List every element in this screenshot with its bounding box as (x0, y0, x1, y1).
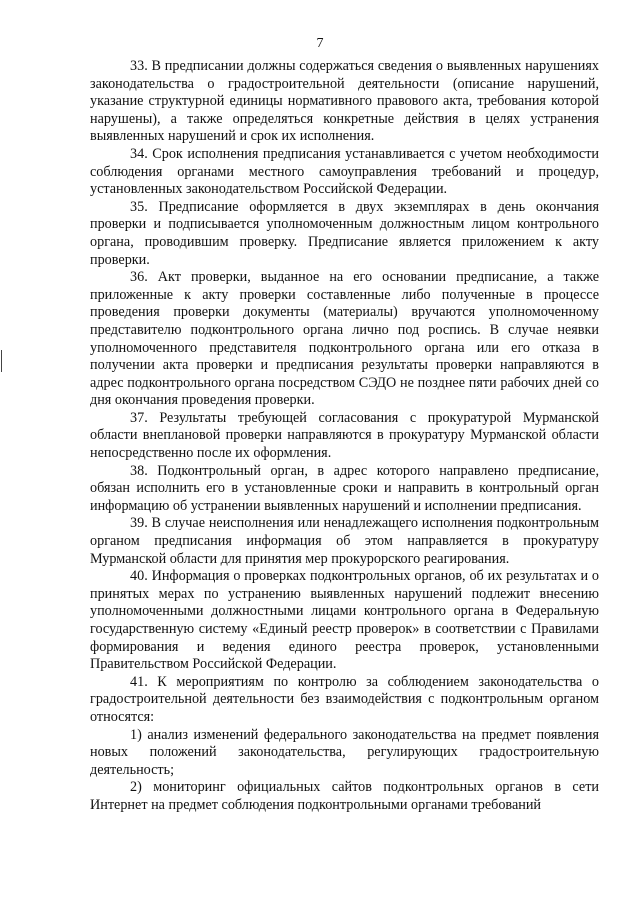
paragraph-33: 33. В предписании должны содержаться сведения о выявленных нарушениях законодательства о градостроительной деятельности (описание нарушений, указание структурной единицы нормативного правового акта, требования которой нарушены), а также определяться конкретные действия в целях устранения выявленных нарушений и срок их исполнения. (90, 58, 599, 145)
paragraph-36: 36. Акт проверки, выданное на его основании предписание, а также приложенные к акту проверки составленные либо полученные в процессе проведения проверки документы (материалы) вручаются уполномоченному представителю подконтрольного органа лично под роспись. В случае неявки уполномоченного представителя подконтрольного органа или его отказа в получении акта проверки и предписания результаты проверки направляются в адрес подконтрольного органа посредством СЭДО не позднее пяти рабочих дней со дня окончания проведения проверки. (90, 269, 599, 409)
document-body (90, 58, 599, 815)
page-number: 7 (316, 36, 324, 51)
list-item-1: 1) анализ изменений федерального законодательства на предмет появления новых положений законодательства, регулирующих градостроительную деятельность; (90, 726, 599, 778)
paragraph-37: 37. Результаты требующей согласования с прокуратурой Мурманской области внеплановой проверки направляются в прокуратуру Мурманской области непосредственно после их оформления. (90, 409, 599, 462)
paragraph-35: 35. Предписание оформляется в двух экземплярах в день окончания проверки и подписывается уполномоченным должностным лицом контрольного органа, проводившим проверку. Предписание является приложением к акту проверки. (90, 198, 599, 268)
paragraph-38: 38. Подконтрольный орган, в адрес которого направлено предписание, обязан исполнить его в установленные сроки и направить в контрольный орган информацию об устранении выявленных нарушений и исполнении предписания. (90, 462, 599, 514)
paragraph-40: 40. Информация о проверках подконтрольных органов, об их результатах и о принятых мерах по устранению выявленных нарушений подлежит внесению уполномоченными должностными лицами контрольного органа в Федеральную государственную систему «Единый реестр проверок» в соответствии с Правилами формирования и ведения единого реестра проверок, установленными Правительством Российской Федерации. (90, 568, 599, 673)
margin-mark (1, 350, 2, 372)
list-item-2: 2) мониторинг официальных сайтов подконтрольных органов в сети Интернет на предмет соблюдения подконтрольными органами требований (90, 779, 599, 813)
paragraph-41: 41. К мероприятиям по контролю за соблюдением законодательства о градостроительной деятельности без взаимодействия с подконтрольным органом относятся: (90, 673, 599, 725)
paragraph-39: 39. В случае неисполнения или ненадлежащего исполнения подконтрольным органом предписания информация об этом направляется в прокуратуру Мурманской области для принятия мер прокурорского реагирования. (90, 515, 599, 567)
paragraph-34: 34. Срок исполнения предписания устанавливается с учетом необходимости соблюдения органами местного самоуправления требований и процедур, установленных законодательством Российской Федерации. (90, 145, 599, 198)
